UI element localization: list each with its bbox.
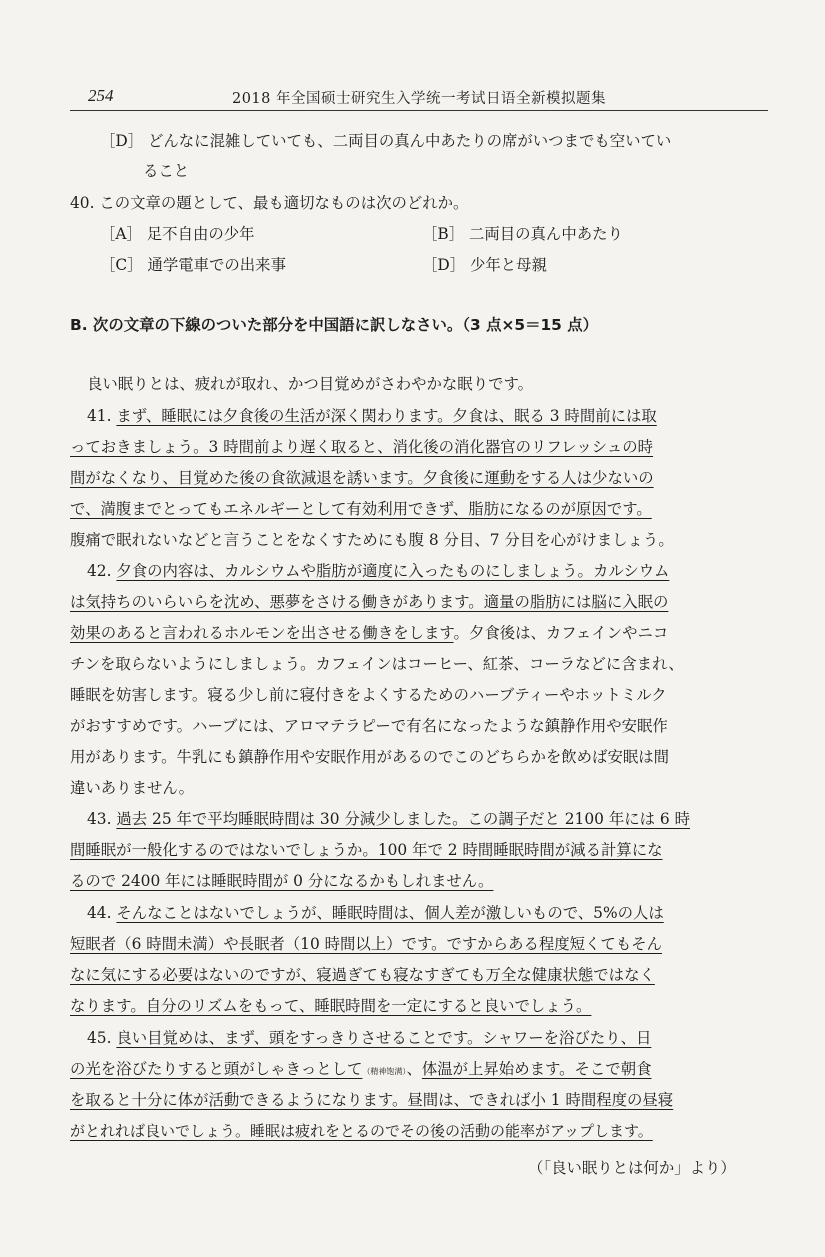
- q39-option-d-line2: ること: [143, 162, 190, 180]
- p41-line3: 間がなくなり、目覚めた後の食欲減退を誘います。夕食後に運動をする人は少ないの: [70, 469, 654, 487]
- p41-line1: [87, 405, 657, 427]
- q40-option-d: ［D］ 少年と母親: [422, 256, 547, 274]
- p43-number: 43.: [87, 810, 117, 828]
- p45-line3: を取ると十分に体が活動できるようになります。昼間は、できれば小 1 時間程度の昼寝: [70, 1091, 674, 1109]
- p42-line3: [70, 622, 668, 644]
- p44-underlined-text: そんなことはないでしょうが、睡眠時間は、個人差が激しいもので、5%の人は: [116, 904, 664, 922]
- p41-underlined-text: まず、睡眠には夕食後の生活が深く関わります。夕食は、眠る 3 時間前には取: [116, 407, 657, 425]
- page-number: 254: [88, 86, 114, 105]
- p42-number: 42.: [87, 562, 117, 580]
- p42-line1: [87, 560, 669, 582]
- q40-option-c: ［C］ 通学電車での出来事: [100, 256, 286, 274]
- p44-line4: なります。自分のリズムをもって、睡眠時間を一定にすると良いでしょう。: [70, 997, 592, 1015]
- p41-line2: っておきましょう。3 時間前より遅く取ると、消化後の消化器官のリフレッシュの時: [70, 438, 654, 456]
- p41-line4: で、満腹までとってもエネルギーとして有効利用できず、脂肪になるのが原因です。: [70, 500, 652, 518]
- p44-line2: 短眠者（6 時間未満）や長眠者（10 時間以上）です。ですからある程度短くてもそん: [70, 935, 662, 953]
- p42-line8: 違いありません。: [70, 779, 195, 797]
- p44-number: 44.: [87, 904, 117, 922]
- p45-line2-underlined-a: の光を浴びたりすると頭がしゃきっとして: [70, 1060, 363, 1078]
- p43-underlined-text: 過去 25 年で平均睡眠時間は 30 分減少しました。この調子だと 2100 年には 6 時: [116, 810, 690, 828]
- p45-line2-comma: 、: [406, 1060, 422, 1078]
- p45-line2-underlined-c: 体温が上昇始めます。そこで朝食: [421, 1060, 652, 1078]
- p45-line4: がとれれば良いでしょう。睡眠は疲れをとるのでその後の活動の能率がアップします。: [70, 1122, 653, 1140]
- p44-line3: なに気にする必要はないのですが、寝過ぎても寝なすぎても万全な健康状態ではなく: [70, 966, 655, 984]
- q39-option-d-line1: ［D］ どんなに混雑していても、二両目の真ん中あたりの席がいつまでも空いてい: [100, 132, 672, 150]
- p41-line5: 腹痛で眠れないなどと言うことをなくすためにも腹 8 分目、7 分目を心がけましょう。: [70, 531, 674, 549]
- page-header: [70, 84, 768, 111]
- passage-source: （「良い眠りとは何か」より）: [528, 1159, 736, 1177]
- p41-number: 41.: [87, 407, 117, 425]
- p43-line2: 間睡眠が一般化するのではないでしょうか。100 年で 2 時間睡眠時間が減る計算にな: [70, 841, 663, 859]
- p45-annotation: （精神饱满）: [362, 1067, 407, 1076]
- p43-line1: [87, 808, 690, 830]
- p43-line3: るので 2400 年には睡眠時間が 0 分になるかもしれません。: [70, 872, 494, 890]
- p42-line3-rest: 。夕食後は、カフェインやニコ: [453, 624, 669, 642]
- p42-line4: チンを取らないようにしましょう。カフェインはコーヒー、紅茶、コーラなどに含まれ、: [70, 655, 684, 673]
- p45-number: 45.: [87, 1029, 117, 1047]
- p45-line1: [87, 1027, 651, 1049]
- q40-option-a: ［A］ 足不自由の少年: [100, 225, 255, 243]
- p42-underlined-text: 夕食の内容は、カルシウムや脂肪が適度に入ったものにしましょう。カルシウム: [116, 562, 670, 580]
- p45-underlined-text: 良い目覚めは、まず、頭をすっきりさせることです。シャワーを浴びたり、日: [116, 1029, 652, 1047]
- passage-intro: 良い眠りとは、疲れが取れ、かつ目覚めがさわやかな眠りです。: [87, 375, 534, 393]
- section-b-title: B. 次の文章の下線のついた部分を中国語に訳しなさい。（3 点×5＝15 点）: [70, 316, 599, 334]
- p42-line2: は気持ちのいらいらを沈め、悪夢をさける働きがあります。適量の脂肪には脳に入眠の: [70, 593, 669, 611]
- p42-line6: がおすすめです。ハーブには、アロマテラピーで有名になったような鎮静作用や安眠作: [70, 717, 668, 735]
- p42-line3-underlined: 効果のあると言われるホルモンを出させる働きをします: [70, 624, 454, 642]
- book-title: 2018 年全国硕士研究生入学统一考试日语全新模拟题集: [231, 91, 606, 107]
- p44-line1: [87, 902, 664, 924]
- q40-question: 40. この文章の題として、最も適切なものは次のどれか。: [70, 194, 469, 212]
- p42-line7: 用があります。牛乳にも鎮静作用や安眠作用があるのでこのどちらかを飲めば安眠は間: [70, 748, 670, 766]
- p45-line2: [70, 1058, 651, 1083]
- q40-option-b: ［B］ 二両目の真ん中あたり: [422, 225, 623, 243]
- p42-line5: 睡眠を妨害します。寝る少し前に寝付きをよくするためのハーブティーやホットミルク: [70, 686, 667, 704]
